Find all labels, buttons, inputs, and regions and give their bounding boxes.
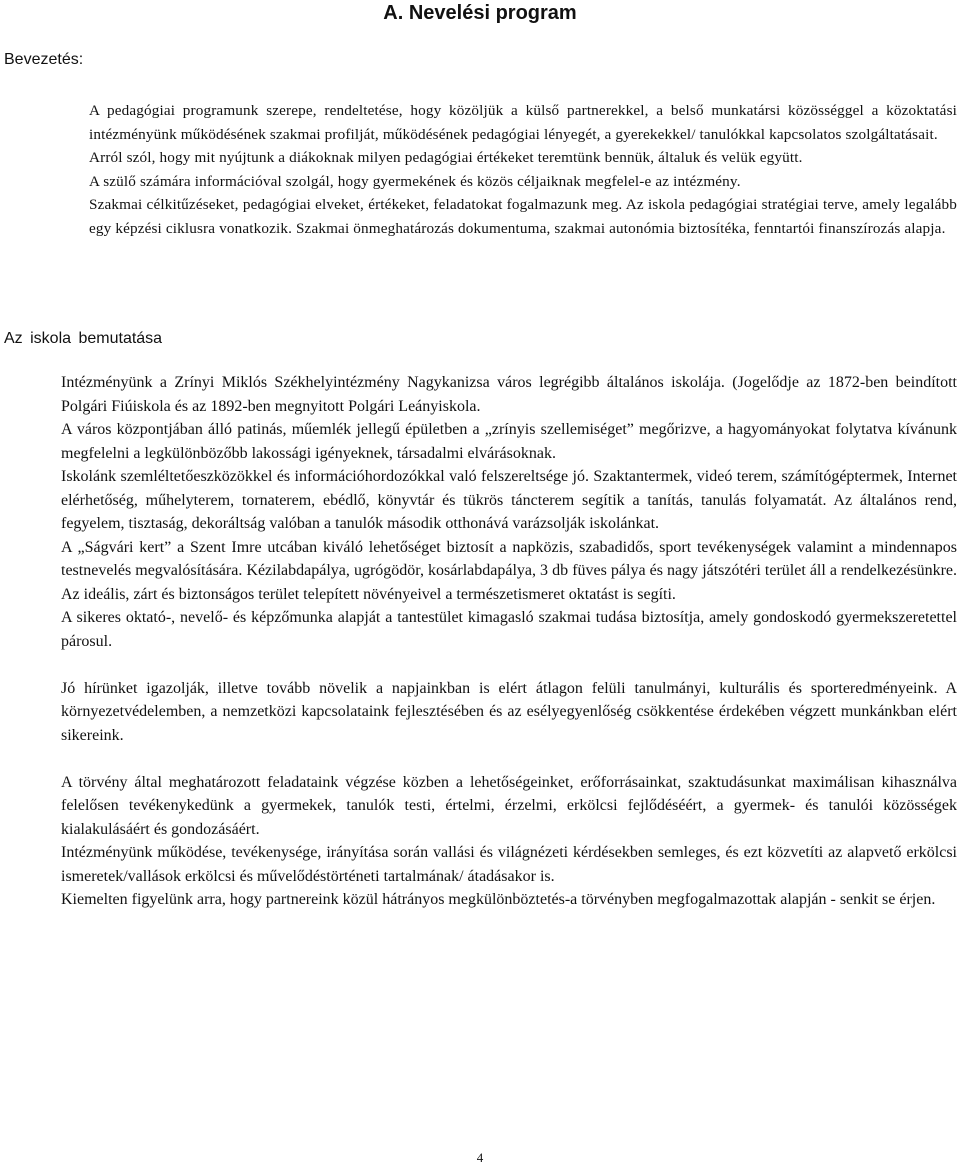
school-paragraph: Intézményünk a Zrínyi Miklós Székhelyintézmény Nagykanizsa város legrégibb általános iskolája. (Jogelődje az 1872-ben beindított Polgári Fiúiskola és az 1892-ben megnyitott Polgári Leányiskola. [61, 374, 957, 415]
school-paragraph: Kiemelten figyelünk arra, hogy partnereink közül hátrányos megkülönböztetés-a törvényben megfogalmazottak alapján - senkit se érjen. [61, 891, 936, 908]
page-number: 4 [476, 1150, 484, 1165]
document-title: A. Nevelési program [383, 2, 577, 24]
intro-paragraph: A szülő számára információval szolgál, hogy gyermekének és közös céljaiknak megfelel-e az intézmény. [89, 172, 741, 190]
school-section [61, 371, 957, 912]
school-paragraph: A sikeres oktató-, nevelő- és képzőmunka alapját a tantestület kimagasló szakmai tudása biztosítja, amely gondoskodó gyermekszeretettel párosul. [61, 609, 957, 650]
school-paragraph: Iskolánk szemléltetőeszközökkel és információhordozókkal való felszereltsége jó. Szaktantermek, videó terem, számítógéptermek, Internet elérhetőség, műhelyterem, tornaterem, ebédlő, könyvtár és tükrös táncterem segítik a tanítás, tanulás folyamatát. Az általános rend, fegyelem, tisztaság, dekoráltság valóban a tanulók második otthonává varázsolják iskolánkat. [61, 468, 957, 532]
section-heading-intro: Bevezetés: [4, 51, 84, 68]
school-paragraph: A város központjában álló patinás, műemlék jellegű épületben a „zrínyis szellemiséget” megőrizve, a hagyományokat folytatva kívánunk megfelelni a legkülönbözőbb lakossági igényeknek, társadalmi elvárásoknak. [61, 421, 957, 462]
intro-paragraph: Arról szól, hogy mit nyújtunk a diákoknak milyen pedagógiai értékeket teremtünk bennük, általuk és velük együtt. [89, 149, 803, 166]
intro-paragraph: A pedagógiai programunk szerepe, rendeltetése, hogy közöljük a külső partnerekkel, a belső munkatársi közösséggel a közoktatási intézményünk működésének szakmai profilját, működésének pedagógiai lényegét, a gyerekekkel/ tanulókkal kapcsolatos szolgáltatásait. [89, 102, 957, 143]
section-heading-school: Az iskola bemutatása [4, 330, 163, 347]
intro-paragraph: Szakmai célkitűzéseket, pedagógiai elveket, értékeket, feladatokat fogalmazunk meg. Az iskola pedagógiai stratégiai terve, amely legalább egy képzési ciklusra vonatkozik. Szakmai önmeghatározás dokumentuma, szakmai autonómia biztosítéka, fenntartói finanszírozás alapja. [89, 196, 957, 237]
school-paragraph: A törvény által meghatározott feladataink végzése közben a lehetőségeinket, erőforrásainkat, szaktudásunkat maximálisan kihasználva felelősen tevékenykedünk a gyermekek, tanulók testi, értelmi, érzelmi, erkölcsi fejlődéséért, a gyermek- és tanulói közösségek kialakulásáért és gondozásáért. [61, 773, 957, 838]
school-paragraph: Jó hírünket igazolják, illetve tovább növelik a napjainkban is elért átlagon felüli tanulmányi, kulturális és sporteredményeink. A környezetvédelemben, a nemzetközi kapcsolataink fejlesztésében és az esélyegyenlőség csökkentése érdekében végzett munkánkban elért sikereink. [61, 679, 957, 744]
intro-section [89, 99, 957, 240]
school-paragraph: A „Ságvári kert” a Szent Imre utcában kiváló lehetőséget biztosít a napközis, szabadidős, sport tevékenységek valamint a mindennapos testnevelés megvalósítására. Kézilabdapálya, ugrógödör, kosárlabdapálya, 3 db füves pálya és nagy játszótéri terület áll a rendelkezésünkre. Az ideális, zárt és biztonságos terület telepített növényeivel a természetismeret oktatást is segíti. [61, 538, 957, 603]
school-paragraph: Intézményünk működése, tevékenysége, irányítása során vallási és világnézeti kérdésekben semleges, és ezt közvetíti az alapvető erkölcsi ismeretek/vallások erkölcsi és művelődéstörténeti tartalmának/ átadásakor is. [61, 844, 957, 885]
